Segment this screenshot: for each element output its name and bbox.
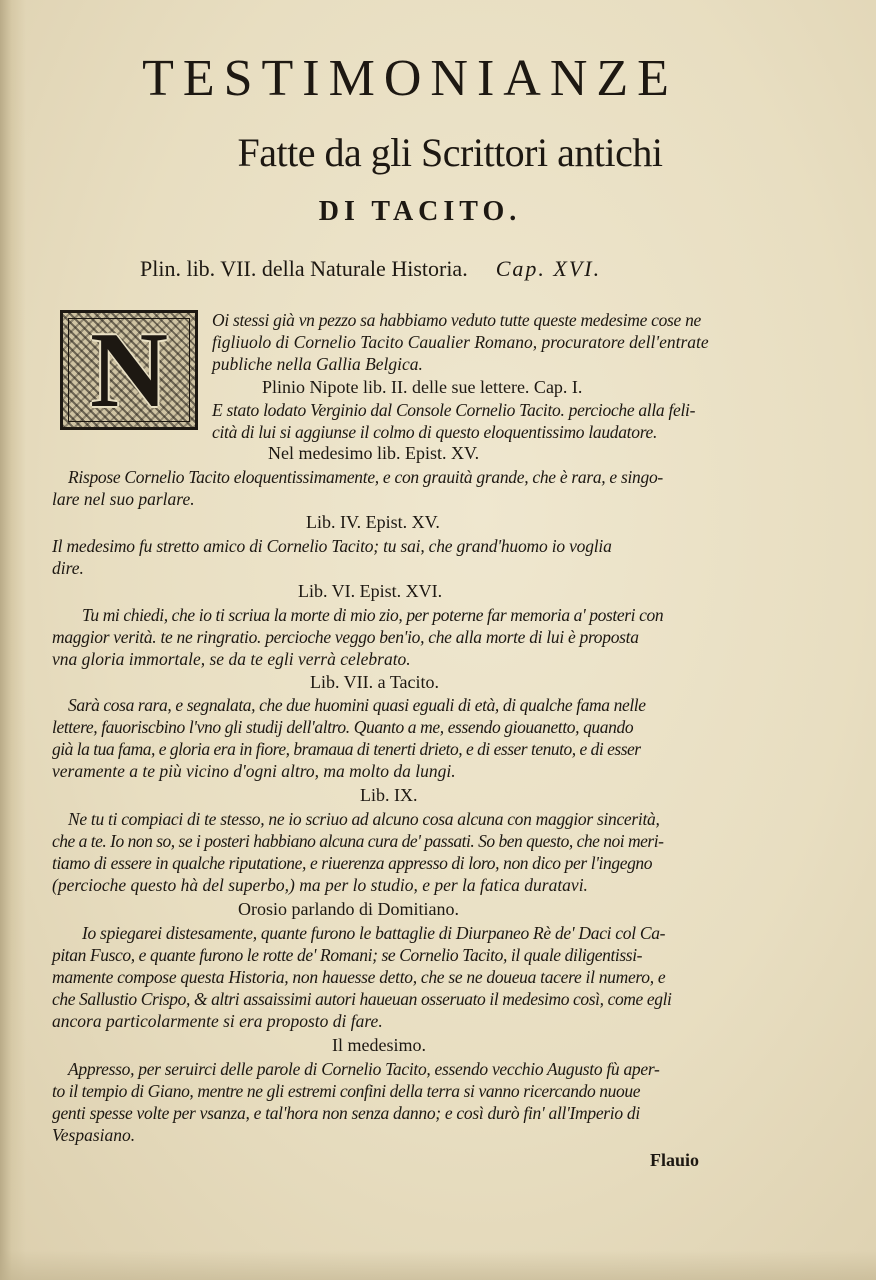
text-line: tiamo di essere in qualche riputatione, e riuerenza appresso di loro, non dico per l'ingegno xyxy=(52,853,653,873)
catchword: Flauio xyxy=(650,1150,700,1170)
text-line: Sarà cosa rara, e segnalata, che due huomini quasi eguali di età, di qualche fama nelle xyxy=(68,695,646,715)
text-line: maggior verità. te ne ringratio. percioche veggo ben'io, che alla morte di lui è proposta xyxy=(52,627,639,647)
section-subheading: Nel medesimo lib. Epist. XV. xyxy=(268,443,480,463)
section-subheading: Lib. IV. Epist. XV. xyxy=(306,512,440,532)
text-line: Appresso, per seruirci delle parole di Cornelio Tacito, essendo vecchio Augusto fù aper- xyxy=(68,1059,660,1079)
section-subheading: Lib. IX. xyxy=(360,785,418,805)
section-subheading: Il medesimo. xyxy=(332,1035,426,1055)
section-heading: DI TACITO. xyxy=(318,196,522,227)
page-subtitle: Fatte da gli Scrittori antichi xyxy=(237,130,663,175)
text-line: Oi stessi già vn pezzo sa habbiamo veduto tutte queste medesime cose ne xyxy=(212,310,702,330)
text-line: pitan Fusco, e quante furono le rotte de' Romani; se Cornelio Tacito, il quale diligentissi- xyxy=(52,945,643,965)
text-line: vna gloria immortale, se da te egli verrà celebrato. xyxy=(52,649,411,669)
text-line: lettere, fauoriscbino l'vno gli studij dell'altro. Quanto a me, essendo giouanetto, quando xyxy=(52,717,634,737)
text-line: già la tua fama, e gloria era in fiore, bramaua di tenerti drieto, e di esser tenuto, e di esser xyxy=(52,739,641,759)
section-subheading: Orosio parlando di Domitiano. xyxy=(238,899,459,919)
text-line: Ne tu ti compiaci di te stesso, ne io scriuo ad alcuno cosa alcuna con maggior sincerità, xyxy=(68,809,660,829)
source-text: Plin. lib. VII. della Naturale Historia. xyxy=(140,256,468,281)
text-line: che Sallustio Crispo, & altri assaissimi autori haueuan osseruato il medesimo così, come egli xyxy=(52,989,672,1009)
text-line: mamente compose questa Historia, non hauesse detto, che se ne doueua tacere il numero, e xyxy=(52,967,666,987)
text-line: genti spesse volte per vsanza, e tal'hora non senza danno; e così durò fin' all'Imperio di xyxy=(52,1103,640,1123)
text-line: to il tempio di Giano, mentre ne gli estremi confini della terra si vanno ricercando nuoue xyxy=(52,1081,641,1101)
binding-gutter xyxy=(0,0,26,1280)
text-line: lare nel suo parlare. xyxy=(52,489,195,509)
text-line: Vespasiano. xyxy=(52,1125,136,1145)
text-line: E stato lodato Verginio dal Console Cornelio Tacito. percioche alla feli- xyxy=(212,400,696,420)
text-line: dire. xyxy=(52,558,84,578)
section-subheading: Plinio Nipote lib. II. delle sue lettere. Cap. I. xyxy=(262,377,583,397)
text-line: figliuolo di Cornelio Tacito Caualier Romano, procuratore dell'entrate xyxy=(212,332,709,352)
text-line: Io spiegarei distesamente, quante furono le battaglie di Diurpaneo Rè de' Daci col Ca- xyxy=(82,923,666,943)
decorated-initial xyxy=(60,310,198,430)
text-line: ancora particolarmente si era proposto di fare. xyxy=(52,1011,383,1031)
page-edge-shadow xyxy=(0,1250,876,1280)
text-line: Rispose Cornelio Tacito eloquentissimamente, e con grauità grande, che è rara, e singo- xyxy=(68,467,663,487)
page-title: TESTIMONIANZE xyxy=(142,50,678,107)
text-line: publiche nella Gallia Belgica. xyxy=(212,354,423,374)
section-subheading: Lib. VII. a Tacito. xyxy=(310,672,440,692)
source-chapter: Cap. XVI. xyxy=(495,256,602,281)
text-line: (percioche questo hà del superbo,) ma per lo studio, e per la fatica duratavi. xyxy=(52,875,588,895)
text-line: Tu mi chiedi, che io ti scriua la morte di mio zio, per poterne far memoria a' posteri con xyxy=(82,605,664,625)
text-line: Il medesimo fu stretto amico di Cornelio Tacito; tu sai, che grand'huomo io voglia xyxy=(52,536,612,556)
source-citation xyxy=(140,254,740,284)
text-line: che a te. Io non so, se i posteri habbiano alcuna cura de' passati. So ben questo, che noi meri- xyxy=(52,831,664,851)
decorated-initial-letter: N xyxy=(90,311,168,430)
text-line: cità di lui si aggiunse il colmo di questo eloquentissimo laudatore. xyxy=(212,422,658,442)
section-subheading: Lib. VI. Epist. XVI. xyxy=(298,581,443,601)
text-line: veramente a te più vicino d'ogni altro, ma molto da lungi. xyxy=(52,761,456,781)
